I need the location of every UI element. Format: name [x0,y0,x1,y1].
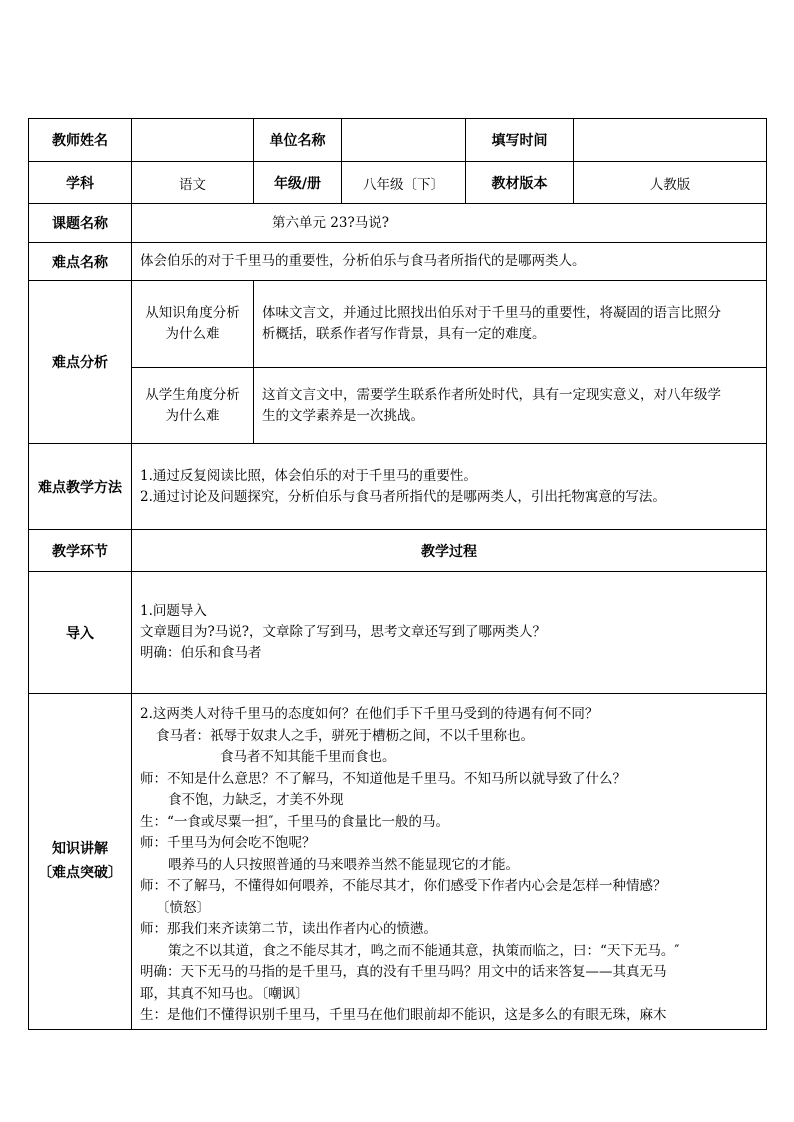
method-text [132,444,767,530]
lesson-plan-sheet [28,118,766,1030]
knowledge-line: 师：不了解马，不懂得如何喂养，不能尽其才，你们感受下作者内心会是怎样一种情感？ [140,878,667,894]
knowledge-line: 食马者：祇辱于奴隶人之手，骈死于槽枥之间，不以千里称也。 [156,727,534,744]
method-label: 难点教学方法 [29,444,132,530]
intro-label: 导入 [29,572,132,694]
intro-line: 文章题目为?马说?，文章除了写到马，思考文章还写到了哪两类人？ [140,624,546,640]
teacher-name-label: 教师姓名 [29,119,132,162]
topic-label: 课题名称 [29,204,132,243]
student-angle-label [132,368,254,444]
info-row-2 [29,162,767,204]
knowledge-label [29,694,132,1030]
analysis-label: 难点分析 [29,281,132,444]
student-angle-text-line-2: 生的文学素养是一次挑战。 [262,407,424,424]
analysis-row-student [29,368,767,444]
edition-value: 人教版 [574,162,767,204]
topic-row [29,204,767,243]
knowledge-line: 师：那我们来齐读第二节，读出作者内心的愤懑。 [140,921,437,937]
knowledge-line: 明确：天下无马的马指的是千里马，真的没有千里马吗？用文中的话来答复——其真无马 [140,964,667,980]
method-row [29,444,767,530]
analysis-row-knowledge [29,281,767,368]
intro-line: 明确：伯乐和食马者 [140,645,262,661]
student-angle-text-line-1: 这首文言文中，需要学生联系作者所处时代，具有一定现实意义，对八年级学 [262,386,721,403]
knowledge-angle-label-line-2: 为什么难 [165,326,220,342]
method-line-1: 1.通过反复阅读比照，体会伯乐的对于千里马的重要性。 [140,467,477,484]
difficulty-label: 难点名称 [29,243,132,281]
knowledge-line: 〔愤怒〕 [156,899,210,916]
knowledge-line: 食马者不知其能千里而食也。 [220,749,396,765]
student-angle-label-line-2: 为什么难 [165,407,220,424]
intro-line: 1.问题导入 [140,603,207,619]
knowledge-line: 策之不以其道，食之不能尽其才，鸣之而不能通其意，执策而临之，曰：“天下无马。″ [168,942,680,959]
knowledge-angle-text [254,281,767,368]
difficulty-value: 体会伯乐的对于千里马的重要性，分析伯乐与食马者所指代的是哪两类人。 [132,243,767,281]
knowledge-angle-label-line-1: 从知识角度分析 [145,305,240,321]
knowledge-angle-text-line-1: 体味文言文，并通过比照找出伯乐对于千里马的重要性，将凝固的语言比照分 [262,305,721,321]
student-angle-text [254,368,767,444]
fill-time-label: 填写时间 [466,119,574,162]
knowledge-line: 师：不知是什么意思？不了解马，不知道他是千里马。不知马所以就导致了什么？ [140,770,626,787]
knowledge-label-line-1: 知识讲解 [52,841,108,858]
grade-label: 年级/册 [254,162,342,204]
intro-row [29,572,767,694]
knowledge-line: 喂养马的人只按照普通的马来喂养当然不能显现它的才能。 [168,856,519,873]
knowledge-label-line-2: 〔难点突破〕 [38,865,122,882]
method-line-2: 2.通过讨论及问题探究，分析伯乐与食马者所指代的是哪两类人，引出托物寓意的写法。 [140,488,666,505]
knowledge-angle-label [132,281,254,368]
unit-name-label: 单位名称 [254,119,342,162]
subject-label: 学科 [29,162,132,204]
edition-label: 教材版本 [466,162,574,204]
knowledge-line: 师：千里马为何会吃不饱呢？ [140,835,316,851]
knowledge-text [132,694,767,1030]
process-header-row [29,530,767,572]
knowledge-line: 耶，其真不知马也。〔嘲讽〕 [140,985,309,1002]
unit-name-value [342,119,466,162]
topic-value: 第六单元 23?马说? [132,204,767,243]
subject-value: 语文 [132,162,254,204]
student-angle-label-line-1: 从学生角度分析 [145,386,240,403]
stage-header: 教学环节 [29,530,132,572]
process-header: 教学过程 [132,530,767,572]
knowledge-line: 生：“一食或尽粟一担″，千里马的食量比一般的马。 [140,813,449,830]
teacher-name-value [132,119,254,162]
knowledge-line: 2.这两类人对待千里马的态度如何？在他们手下千里马受到的待遇有何不同？ [140,706,599,722]
grade-value: 八年级〔下〕 [342,162,466,204]
difficulty-row [29,243,767,281]
knowledge-row [29,694,767,1030]
info-row-1 [29,119,767,162]
intro-text [132,572,767,694]
fill-time-value [574,119,767,162]
lesson-plan-table [28,118,767,1030]
knowledge-line: 生：是他们不懂得识别千里马，千里马在他们眼前却不能识，这是多么的有眼无珠，麻木 [140,1007,667,1023]
knowledge-line: 食不饱，力缺乏，才美不外现 [168,792,344,808]
knowledge-angle-text-line-2: 析概括，联系作者写作背景，具有一定的难度。 [262,326,546,342]
